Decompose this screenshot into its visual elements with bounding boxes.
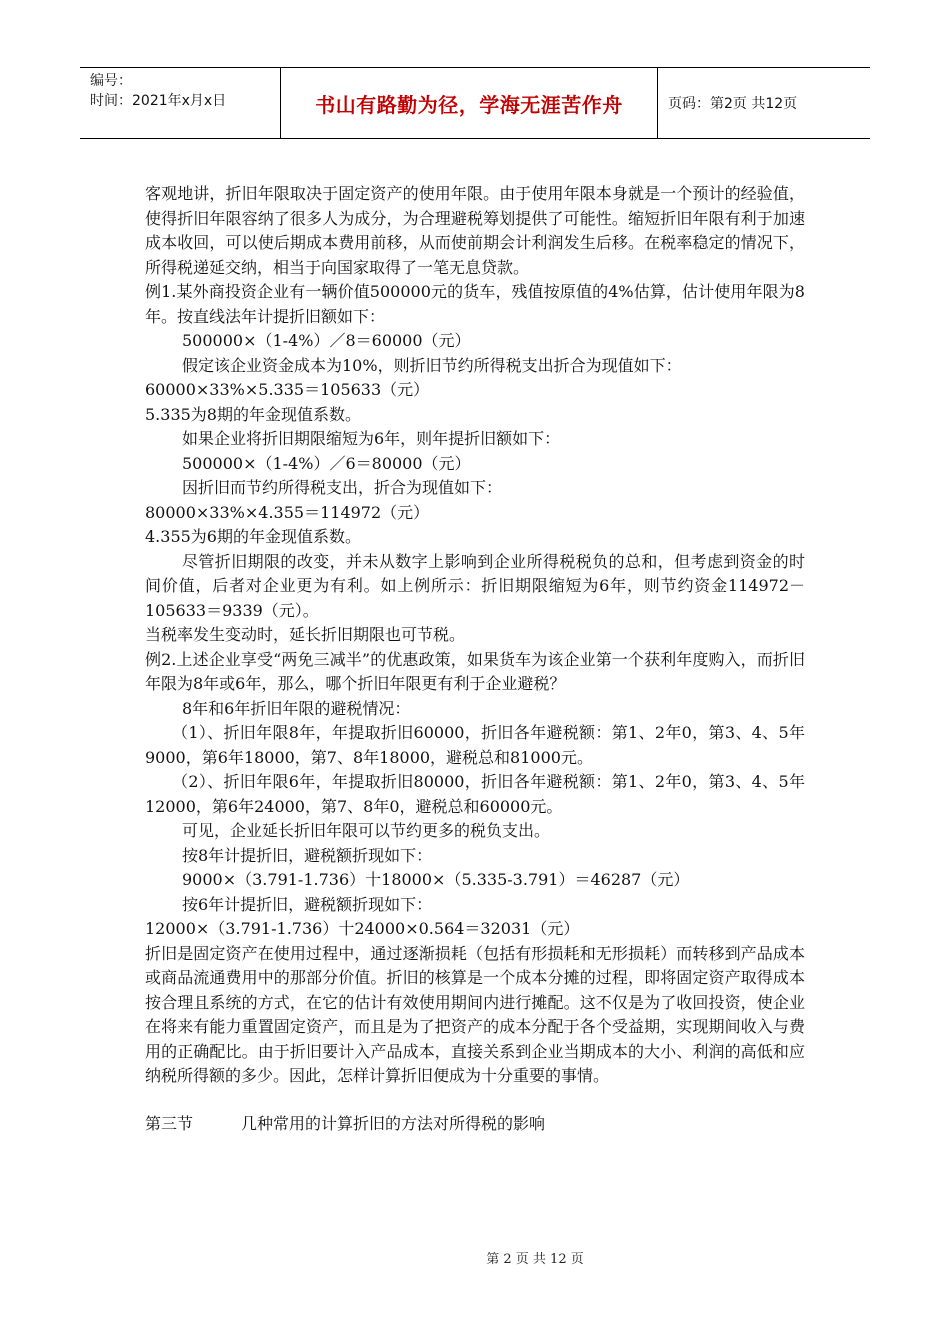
formula-line: 12000×（3.791-1.736）十24000×0.564＝32031（元） xyxy=(145,919,580,938)
section-number: 第三节 xyxy=(145,1113,194,1133)
paragraph: 8年和6年折旧年限的避税情况： xyxy=(182,698,411,718)
paragraph: 例2.上述企业享受“两免三减半”的优惠政策，如果货车为该企业第一个获利年度购入，而折旧年限为8年或6年，那么，哪个折旧年限更有利于企业避税？ xyxy=(145,649,805,693)
spacer xyxy=(145,1089,805,1112)
header-meta xyxy=(80,68,280,138)
page-footer xyxy=(0,1248,950,1267)
formula-line: 500000×（1-4%）／8＝60000（元） xyxy=(182,331,471,350)
page-header xyxy=(80,67,870,139)
footer-page-number: 第 2 页 共 12 页 xyxy=(486,1252,584,1267)
header-motto: 书山有路勤为径，学海无涯苦作舟 xyxy=(280,68,658,138)
paragraph: 如果企业将折旧期限缩短为6年，则年提折旧额如下： xyxy=(182,429,561,448)
paragraph: 因折旧而节约所得税支出，折合为现值如下： xyxy=(182,478,503,497)
formula-line: 500000×（1-4%）／6＝80000（元） xyxy=(182,453,471,473)
header-page-info: 页码：第2页 共12页 xyxy=(668,96,798,112)
section-title: 几种常用的计算折旧的方法对所得税的影响 xyxy=(241,1113,546,1133)
list-item: （1）、折旧年限8年，年提取折旧60000，折旧各年避税额：第1、2年0，第3、4、5年9000，第6年18000，第7、8年18000，避税总和81000元。 xyxy=(145,723,805,767)
paragraph: 按8年计提折旧，避税额折现如下： xyxy=(182,845,433,865)
doc-number-label: 编号： xyxy=(90,73,132,89)
document-body xyxy=(145,182,805,1136)
paragraph: 5.335为8期的年金现值系数。 xyxy=(145,404,361,424)
list-item: （2）、折旧年限6年，年提取折旧80000，折旧各年避税额：第1、2年0，第3、4、5年12000，第6年24000，第7、8年0，避税总和60000元。 xyxy=(145,772,805,816)
formula-line: 9000×（3.791-1.736）十18000×（5.335-3.791）＝46287（元） xyxy=(182,870,690,889)
paragraph: 假定该企业资金成本为10%，则折旧节约所得税支出折合为现值如下： xyxy=(182,355,682,375)
doc-time-label: 时间：2021年x月x日 xyxy=(90,93,227,109)
paragraph: 客观地讲，折旧年限取决于固定资产的使用年限。由于使用年限本身就是一个预计的经验值，使得折旧年限容纳了很多人为成分，为合理避税筹划提供了可能性。缩短折旧年限有利于加速成本收回，可以使后期成本费用前移，从而使前期会计利润发生后移。在税率稳定的情况下，所得税递延交纳，相当于向国家取得了一笔无息贷款。 xyxy=(145,184,805,277)
paragraph: 当税率发生变动时，延长折旧期限也可节税。 xyxy=(145,625,466,644)
paragraph: 4.355为6期的年金现值系数。 xyxy=(145,527,361,546)
paragraph: 按6年计提折旧，避税额折现如下： xyxy=(182,894,433,914)
paragraph: 可见，企业延长折旧年限可以节约更多的税负支出。 xyxy=(182,821,551,840)
paragraph: 例1.某外商投资企业有一辆价值500000元的货车，残值按原值的4%估算，估计使用年限为8年。按直线法年计提折旧额如下： xyxy=(145,282,805,326)
formula-line: 80000×33%×4.355＝114972（元） xyxy=(145,502,430,522)
paragraph: 尽管折旧期限的改变，并未从数字上影响到企业所得税税负的总和，但考虑到资金的时间价值，后者对企业更为有利。如上例所示：折旧期限缩短为6年，则节约资金114972－105633＝9339（元）。 xyxy=(145,551,805,620)
formula-line: 60000×33%×5.335＝105633（元） xyxy=(145,380,430,399)
section-heading xyxy=(145,1112,805,1137)
paragraph: 折旧是固定资产在使用过程中，通过逐渐损耗（包括有形损耗和无形损耗）而转移到产品成本或商品流通费用中的那部分价值。折旧的核算是一个成本分摊的过程，即将固定资产取得成本按合理且系统的方式，在它的估计有效使用期间内进行摊配。这不仅是为了收回投资，使企业在将来有能力重置固定资产，而且是为了把资产的成本分配于各个受益期，实现期间收入与费用的正确配比。由于折旧要计入产品成本，直接关系到企业当期成本的大小、利润的高低和应纳税所得额的多少。因此，怎样计算折旧便成为十分重要的事情。 xyxy=(145,943,805,1085)
